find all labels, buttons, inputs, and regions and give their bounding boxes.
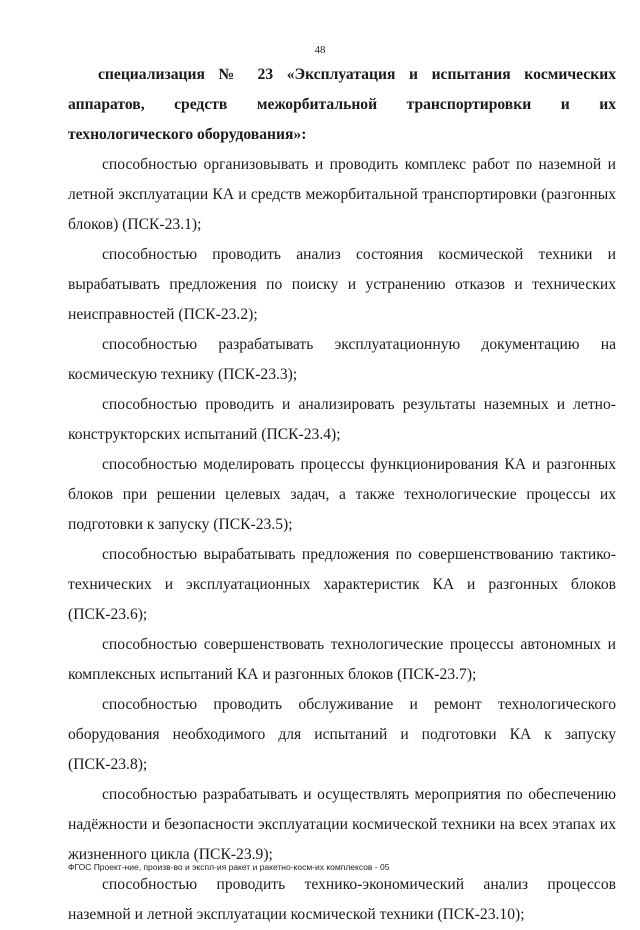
- specialization-heading: специализация № 23 «Эксплуатация и испытания космических аппаратов, средств межорбитальной транспортировки и их технологического оборудования»:: [68, 66, 616, 143]
- competency-psk-23-3: способностью разрабатывать эксплуатационную документацию на космическую технику (ПСК-23.3);: [68, 336, 616, 383]
- competency-psk-23-10: способностью проводить технико-экономический анализ процессов наземной и летной эксплуатации космической техники (ПСК-23.10);: [68, 876, 616, 923]
- page-footer: ФГОС Проект-ние, произв-во и экспл-ия ракет и ракетно-косм-их комплексов - 05: [68, 862, 390, 872]
- competency-psk-23-9: способностью разрабатывать и осуществлять мероприятия по обеспечению надёжности и безопасности эксплуатации космической техники на всех этапах их жизненного цикла (ПСК-23.9);: [68, 786, 616, 863]
- competency-psk-23-2: способностью проводить анализ состояния космической техники и вырабатывать предложения по поиску и устранению отказов и технических неисправностей (ПСК-23.2);: [68, 246, 616, 323]
- competency-psk-23-8: способностью проводить обслуживание и ремонт технологического оборудования необходимого для испытаний и подготовки КА к запуску (ПСК-23.8);: [68, 696, 616, 773]
- document-body: [68, 60, 616, 930]
- competency-psk-23-6: способностью вырабатывать предложения по совершенствованию тактико-технических и эксплуатационных характеристик КА и разгонных блоков (ПСК-23.6);: [68, 546, 616, 623]
- competency-psk-23-1: способностью организовывать и проводить комплекс работ по наземной и летной эксплуатации КА и средств межорбитальной транспортировки (разгонных блоков) (ПСК-23.1);: [68, 156, 616, 233]
- page-number: 48: [314, 44, 326, 56]
- competency-psk-23-5: способностью моделировать процессы функционирования КА и разгонных блоков при решении целевых задач, а также технологические процессы их подготовки к запуску (ПСК-23.5);: [68, 456, 616, 533]
- competency-psk-23-4: способностью проводить и анализировать результаты наземных и летно-конструкторских испытаний (ПСК-23.4);: [68, 396, 616, 443]
- competency-psk-23-7: способностью совершенствовать технологические процессы автономных и комплексных испытаний КА и разгонных блоков (ПСК-23.7);: [68, 636, 616, 683]
